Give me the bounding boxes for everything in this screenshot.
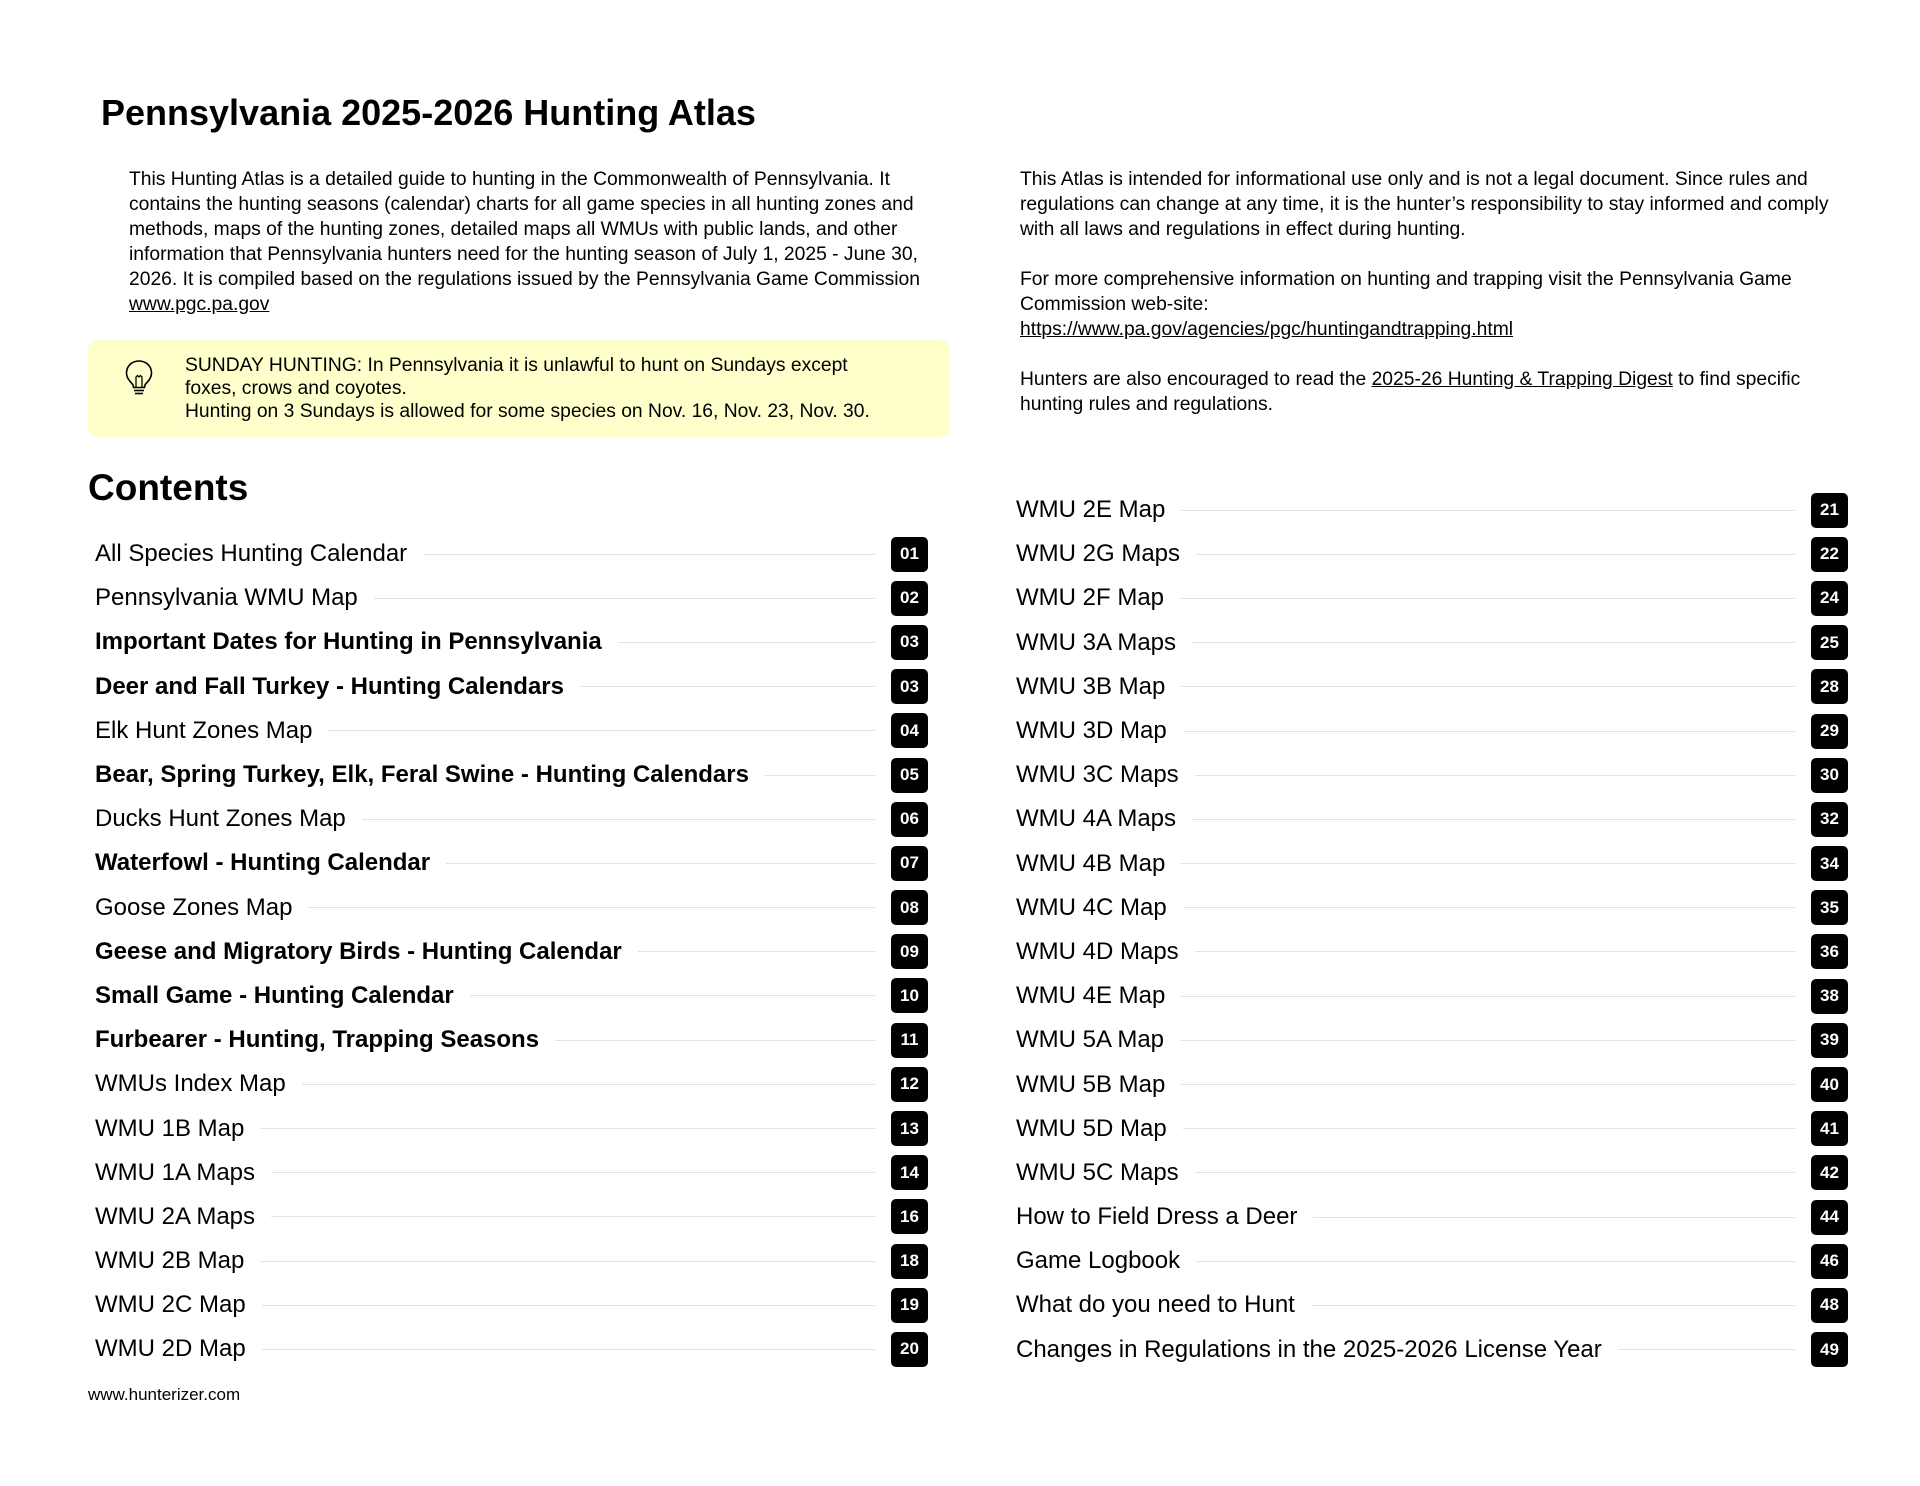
- toc-entry[interactable]: [95, 1283, 928, 1327]
- toc-page-badge: 07: [891, 846, 928, 881]
- toc-leader-line: [271, 1216, 875, 1217]
- toc-leader-line: [1195, 775, 1795, 776]
- toc-entry-label: Elk Hunt Zones Map: [95, 716, 313, 744]
- toc-entry-label: WMU 1A Maps: [95, 1158, 256, 1186]
- lightbulb-icon: [124, 359, 154, 397]
- toc-entry[interactable]: [1016, 1151, 1848, 1195]
- toc-entry-label: WMU 4A Maps: [1016, 805, 1177, 833]
- digest-text-after: to find specific hunting rules and regulations.: [1020, 369, 1801, 415]
- toc-leader-line: [1181, 1084, 1795, 1085]
- toc-entry-label: Changes in Regulations in the 2025-2026 License Year: [1016, 1335, 1602, 1363]
- toc-page-badge: 20: [891, 1332, 928, 1367]
- toc-entry-label: Pennsylvania WMU Map: [95, 584, 358, 612]
- digest-paragraph: [1020, 367, 1830, 417]
- toc-leader-line: [271, 1172, 875, 1173]
- toc-page-badge: 13: [891, 1111, 928, 1146]
- toc-entry[interactable]: [1016, 709, 1848, 753]
- toc-page-badge: 34: [1811, 846, 1848, 881]
- toc-leader-line: [1196, 554, 1795, 555]
- toc-entry[interactable]: [95, 841, 928, 885]
- toc-entry-label: WMU 4E Map: [1016, 982, 1166, 1010]
- toc-page-badge: 02: [891, 581, 928, 616]
- page-title: Pennsylvania 2025-2026 Hunting Atlas: [101, 92, 756, 133]
- toc-entry[interactable]: [1016, 1283, 1848, 1327]
- toc-entry-label: WMU 4D Maps: [1016, 937, 1179, 965]
- toc-entry[interactable]: [95, 1062, 928, 1106]
- toc-leader-line: [1180, 598, 1795, 599]
- toc-page-badge: 11: [891, 1023, 928, 1058]
- toc-leader-line: [1180, 1040, 1795, 1041]
- toc-entry[interactable]: [95, 1195, 928, 1239]
- toc-page-badge: 41: [1811, 1111, 1848, 1146]
- toc-entry[interactable]: [95, 974, 928, 1018]
- toc-page-badge: 38: [1811, 979, 1848, 1014]
- toc-page-badge: 21: [1811, 493, 1848, 528]
- toc-entry[interactable]: [95, 886, 928, 930]
- toc-page-badge: 16: [891, 1199, 928, 1234]
- pgc-link[interactable]: www.pgc.pa.gov: [129, 294, 270, 315]
- toc-entry-label: WMU 3D Map: [1016, 717, 1167, 745]
- toc-leader-line: [470, 995, 875, 996]
- toc-entry-label: Deer and Fall Turkey - Hunting Calendars: [95, 672, 564, 700]
- toc-page-badge: 49: [1811, 1332, 1848, 1367]
- sunday-hunting-text: [185, 354, 945, 423]
- toc-entry-label: WMU 2D Map: [95, 1335, 246, 1363]
- toc-entry[interactable]: [95, 753, 928, 797]
- toc-page-badge: 04: [891, 713, 928, 748]
- toc-page-badge: 08: [891, 890, 928, 925]
- toc-page-badge: 25: [1811, 625, 1848, 660]
- toc-entry[interactable]: [95, 1239, 928, 1283]
- toc-entry-label: Goose Zones Map: [95, 893, 293, 921]
- toc-entry[interactable]: [95, 930, 928, 974]
- toc-page-badge: 46: [1811, 1244, 1848, 1279]
- toc-entry-label: Important Dates for Hunting in Pennsylvania: [95, 628, 602, 656]
- toc-leader-line: [638, 951, 875, 952]
- toc-entry[interactable]: [95, 797, 928, 841]
- toc-leader-line: [302, 1084, 875, 1085]
- toc-entry-label: WMU 2C Map: [95, 1291, 246, 1319]
- toc-entry-label: WMU 5B Map: [1016, 1070, 1166, 1098]
- toc-left-column: [95, 532, 928, 1372]
- toc-leader-line: [260, 1261, 875, 1262]
- toc-entry[interactable]: [1016, 576, 1848, 620]
- toc-entry[interactable]: [1016, 1107, 1848, 1151]
- toc-entry-label: WMU 3A Maps: [1016, 628, 1177, 656]
- toc-entry[interactable]: [95, 620, 928, 664]
- toc-leader-line: [1183, 907, 1795, 908]
- toc-leader-line: [328, 730, 875, 731]
- toc-entry[interactable]: [95, 709, 928, 753]
- contents-heading: Contents: [88, 467, 249, 508]
- toc-page-badge: 36: [1811, 934, 1848, 969]
- toc-leader-line: [1183, 1128, 1795, 1129]
- pgc-hunting-trapping-link[interactable]: https://www.pa.gov/agencies/pgc/huntingandtrapping.html: [1020, 319, 1514, 340]
- toc-entry-label: Waterfowl - Hunting Calendar: [95, 849, 431, 877]
- toc-leader-line: [1192, 819, 1795, 820]
- toc-entry[interactable]: [1016, 1062, 1848, 1106]
- toc-entry[interactable]: [1016, 886, 1848, 930]
- toc-page-badge: 39: [1811, 1023, 1848, 1058]
- toc-leader-line: [374, 598, 875, 599]
- toc-entry-label: Geese and Migratory Birds - Hunting Calendar: [95, 937, 622, 965]
- toc-leader-line: [260, 1128, 875, 1129]
- toc-leader-line: [1181, 686, 1795, 687]
- toc-page-badge: 22: [1811, 537, 1848, 572]
- digest-link[interactable]: 2025-26 Hunting & Trapping Digest: [1371, 369, 1673, 390]
- toc-entry-label: WMU 2A Maps: [95, 1202, 256, 1230]
- toc-entry[interactable]: [95, 1151, 928, 1195]
- toc-entry[interactable]: [1016, 974, 1848, 1018]
- sunday-hunting-line-2: Hunting on 3 Sundays is allowed for some species on Nov. 16, Nov. 23, Nov. 30.: [185, 401, 870, 422]
- toc-entry-label: WMU 5C Maps: [1016, 1158, 1179, 1186]
- toc-entry[interactable]: [1016, 1195, 1848, 1239]
- toc-leader-line: [765, 775, 875, 776]
- toc-page-badge: 32: [1811, 802, 1848, 837]
- toc-leader-line: [308, 907, 875, 908]
- toc-entry[interactable]: [95, 576, 928, 620]
- toc-entry[interactable]: [1016, 488, 1848, 532]
- toc-entry[interactable]: [95, 1106, 928, 1150]
- toc-leader-line: [1313, 1217, 1795, 1218]
- toc-entry-label: WMU 3C Maps: [1016, 761, 1179, 789]
- toc-page-badge: 44: [1811, 1200, 1848, 1235]
- toc-right-column: [1016, 488, 1848, 1372]
- toc-entry-label: WMUs Index Map: [95, 1070, 286, 1098]
- toc-page-badge: 14: [891, 1155, 928, 1190]
- more-info-text: For more comprehensive information on hunting and trapping visit the Pennsylvania Game Commission web-site:: [1020, 269, 1792, 315]
- toc-entry[interactable]: [1016, 842, 1848, 886]
- toc-leader-line: [1196, 1261, 1795, 1262]
- footer-url[interactable]: www.hunterizer.com: [88, 1385, 241, 1404]
- toc-page-badge: 24: [1811, 581, 1848, 616]
- toc-leader-line: [1195, 1172, 1795, 1173]
- toc-page-badge: 19: [891, 1288, 928, 1323]
- toc-entry[interactable]: [1016, 665, 1848, 709]
- toc-entry-label: How to Field Dress a Deer: [1016, 1203, 1298, 1231]
- toc-page-badge: 03: [891, 669, 928, 704]
- toc-leader-line: [1311, 1305, 1795, 1306]
- toc-page-badge: 28: [1811, 669, 1848, 704]
- toc-entry-label: All Species Hunting Calendar: [95, 540, 408, 568]
- toc-page-badge: 03: [891, 625, 928, 660]
- toc-entry[interactable]: [1016, 1239, 1848, 1283]
- toc-entry-label: WMU 5A Map: [1016, 1026, 1165, 1054]
- toc-leader-line: [446, 863, 875, 864]
- toc-leader-line: [1181, 510, 1795, 511]
- intro-right-text: [1020, 167, 1830, 417]
- toc-entry[interactable]: [95, 1018, 928, 1062]
- toc-entry[interactable]: [1016, 1018, 1848, 1062]
- toc-leader-line: [1618, 1349, 1795, 1350]
- toc-leader-line: [1181, 996, 1795, 997]
- intro-left-text: [129, 167, 941, 317]
- toc-page-badge: 01: [891, 537, 928, 572]
- toc-entry-label: Small Game - Hunting Calendar: [95, 981, 454, 1009]
- toc-leader-line: [1192, 642, 1795, 643]
- toc-leader-line: [1181, 863, 1795, 864]
- toc-entry[interactable]: [1016, 621, 1848, 665]
- toc-entry-label: WMU 2G Maps: [1016, 540, 1181, 568]
- toc-leader-line: [362, 819, 875, 820]
- toc-entry-label: WMU 1B Map: [95, 1114, 245, 1142]
- intro-left-body: This Hunting Atlas is a detailed guide to hunting in the Commonwealth of Pennsylvania. It contains the hunting seasons (calendar) charts for all game species in all hunting zones and methods, maps of the hunting zones, detailed maps all WMUs with public lands, and other information that Pennsylvania hunters need for the hunting season of July 1, 2025 - June 30, 2026. It is compiled based on the regulations issued by the Pennsylvania Game Commission: [129, 169, 920, 290]
- toc-entry-label: WMU 2B Map: [95, 1247, 245, 1275]
- toc-leader-line: [262, 1305, 875, 1306]
- toc-page-badge: 29: [1811, 714, 1848, 749]
- toc-page-badge: 06: [891, 802, 928, 837]
- toc-page-badge: 10: [891, 978, 928, 1013]
- toc-page-badge: 40: [1811, 1067, 1848, 1102]
- toc-entry[interactable]: [95, 665, 928, 709]
- toc-entry-label: Furbearer - Hunting, Trapping Seasons: [95, 1026, 540, 1054]
- toc-page-badge: 05: [891, 758, 928, 793]
- toc-entry-label: Game Logbook: [1016, 1247, 1181, 1275]
- toc-entry-label: WMU 2E Map: [1016, 496, 1166, 524]
- toc-leader-line: [618, 642, 875, 643]
- toc-entry-label: WMU 4B Map: [1016, 849, 1166, 877]
- toc-leader-line: [262, 1349, 875, 1350]
- digest-text-before: Hunters are also encouraged to read the: [1020, 369, 1372, 390]
- toc-entry-label: What do you need to Hunt: [1016, 1291, 1295, 1319]
- toc-entry-label: WMU 3B Map: [1016, 672, 1166, 700]
- toc-leader-line: [1183, 731, 1795, 732]
- toc-leader-line: [580, 686, 875, 687]
- toc-leader-line: [1195, 951, 1795, 952]
- toc-entry-label: Bear, Spring Turkey, Elk, Feral Swine - Hunting Calendars: [95, 761, 749, 789]
- toc-page-badge: 18: [891, 1244, 928, 1279]
- toc-page-badge: 30: [1811, 758, 1848, 793]
- toc-entry-label: WMU 4C Map: [1016, 893, 1167, 921]
- toc-leader-line: [423, 554, 875, 555]
- toc-entry[interactable]: [95, 1327, 928, 1371]
- disclaimer-paragraph: This Atlas is intended for informational use only and is not a legal document. Since rules and regulations can change at any time, it is the hunter’s responsibility to stay informed and comply with all laws and regulations in effect during hunting.: [1020, 169, 1829, 240]
- sunday-hunting-note: [88, 340, 950, 437]
- toc-page-badge: 48: [1811, 1288, 1848, 1323]
- toc-entry[interactable]: [1016, 797, 1848, 841]
- toc-page-badge: 09: [891, 934, 928, 969]
- sunday-hunting-line-1: SUNDAY HUNTING: In Pennsylvania it is unlawful to hunt on Sundays except foxes, crows and coyotes.: [185, 355, 848, 399]
- toc-entry[interactable]: [1016, 1328, 1848, 1372]
- toc-entry[interactable]: [1016, 753, 1848, 797]
- toc-leader-line: [555, 1040, 875, 1041]
- more-info-paragraph: [1020, 267, 1830, 342]
- toc-page-badge: 35: [1811, 890, 1848, 925]
- toc-entry[interactable]: [1016, 930, 1848, 974]
- toc-page-badge: 42: [1811, 1155, 1848, 1190]
- toc-page-badge: 12: [891, 1067, 928, 1102]
- toc-entry[interactable]: [95, 532, 928, 576]
- toc-entry-label: WMU 5D Map: [1016, 1114, 1167, 1142]
- toc-entry[interactable]: [1016, 532, 1848, 576]
- toc-entry-label: Ducks Hunt Zones Map: [95, 805, 346, 833]
- toc-entry-label: WMU 2F Map: [1016, 584, 1165, 612]
